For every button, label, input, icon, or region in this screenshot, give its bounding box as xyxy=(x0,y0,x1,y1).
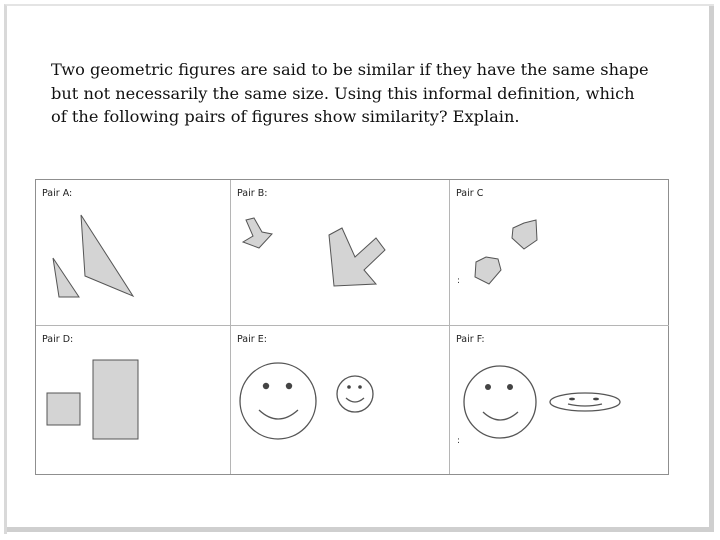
small-arrow xyxy=(243,218,272,248)
cell-pair-d xyxy=(36,326,231,474)
pair-b-figures xyxy=(231,180,450,326)
pair-e-figures xyxy=(231,326,450,474)
cell-pair-e xyxy=(231,326,450,474)
cell-pair-f xyxy=(450,326,669,474)
pairs-table xyxy=(35,179,669,475)
rectangle xyxy=(93,360,138,439)
pair-f-label: Pair F: xyxy=(456,334,485,345)
pair-a-figures xyxy=(36,180,231,326)
cell-pair-c xyxy=(450,180,669,326)
large-triangle xyxy=(81,215,133,296)
cell-pair-b xyxy=(231,180,450,326)
large-smiley xyxy=(240,363,316,439)
pair-f-marker: : xyxy=(457,436,461,446)
question-line-3: of the following pairs of figures show similarity? Explain. xyxy=(51,107,520,126)
large-arrow xyxy=(329,228,385,286)
smiley xyxy=(464,366,536,438)
pair-f-figures xyxy=(450,326,669,474)
pair-d-figures xyxy=(36,326,231,474)
pair-b-label: Pair B: xyxy=(237,188,268,199)
cell-pair-a xyxy=(36,180,231,326)
small-triangle xyxy=(53,258,79,297)
question-text xyxy=(51,58,691,129)
question-line-2: but not necessarily the same size. Using this informal definition, which xyxy=(51,83,635,103)
pair-e-label: Pair E: xyxy=(237,334,267,345)
small-pentagon xyxy=(475,257,501,284)
pair-c-label: Pair C xyxy=(456,188,484,199)
square xyxy=(47,393,80,425)
question-line-1: Two geometric figures are said to be similar if they have the same shape xyxy=(51,60,649,79)
pair-d-label: Pair D: xyxy=(42,334,74,345)
pair-c-figures xyxy=(450,180,669,326)
pair-a-label: Pair A: xyxy=(42,188,73,199)
rotated-pentagon xyxy=(512,220,537,249)
small-smiley xyxy=(337,376,373,412)
flattened-smiley xyxy=(550,393,620,411)
pair-c-marker: : xyxy=(457,276,461,286)
